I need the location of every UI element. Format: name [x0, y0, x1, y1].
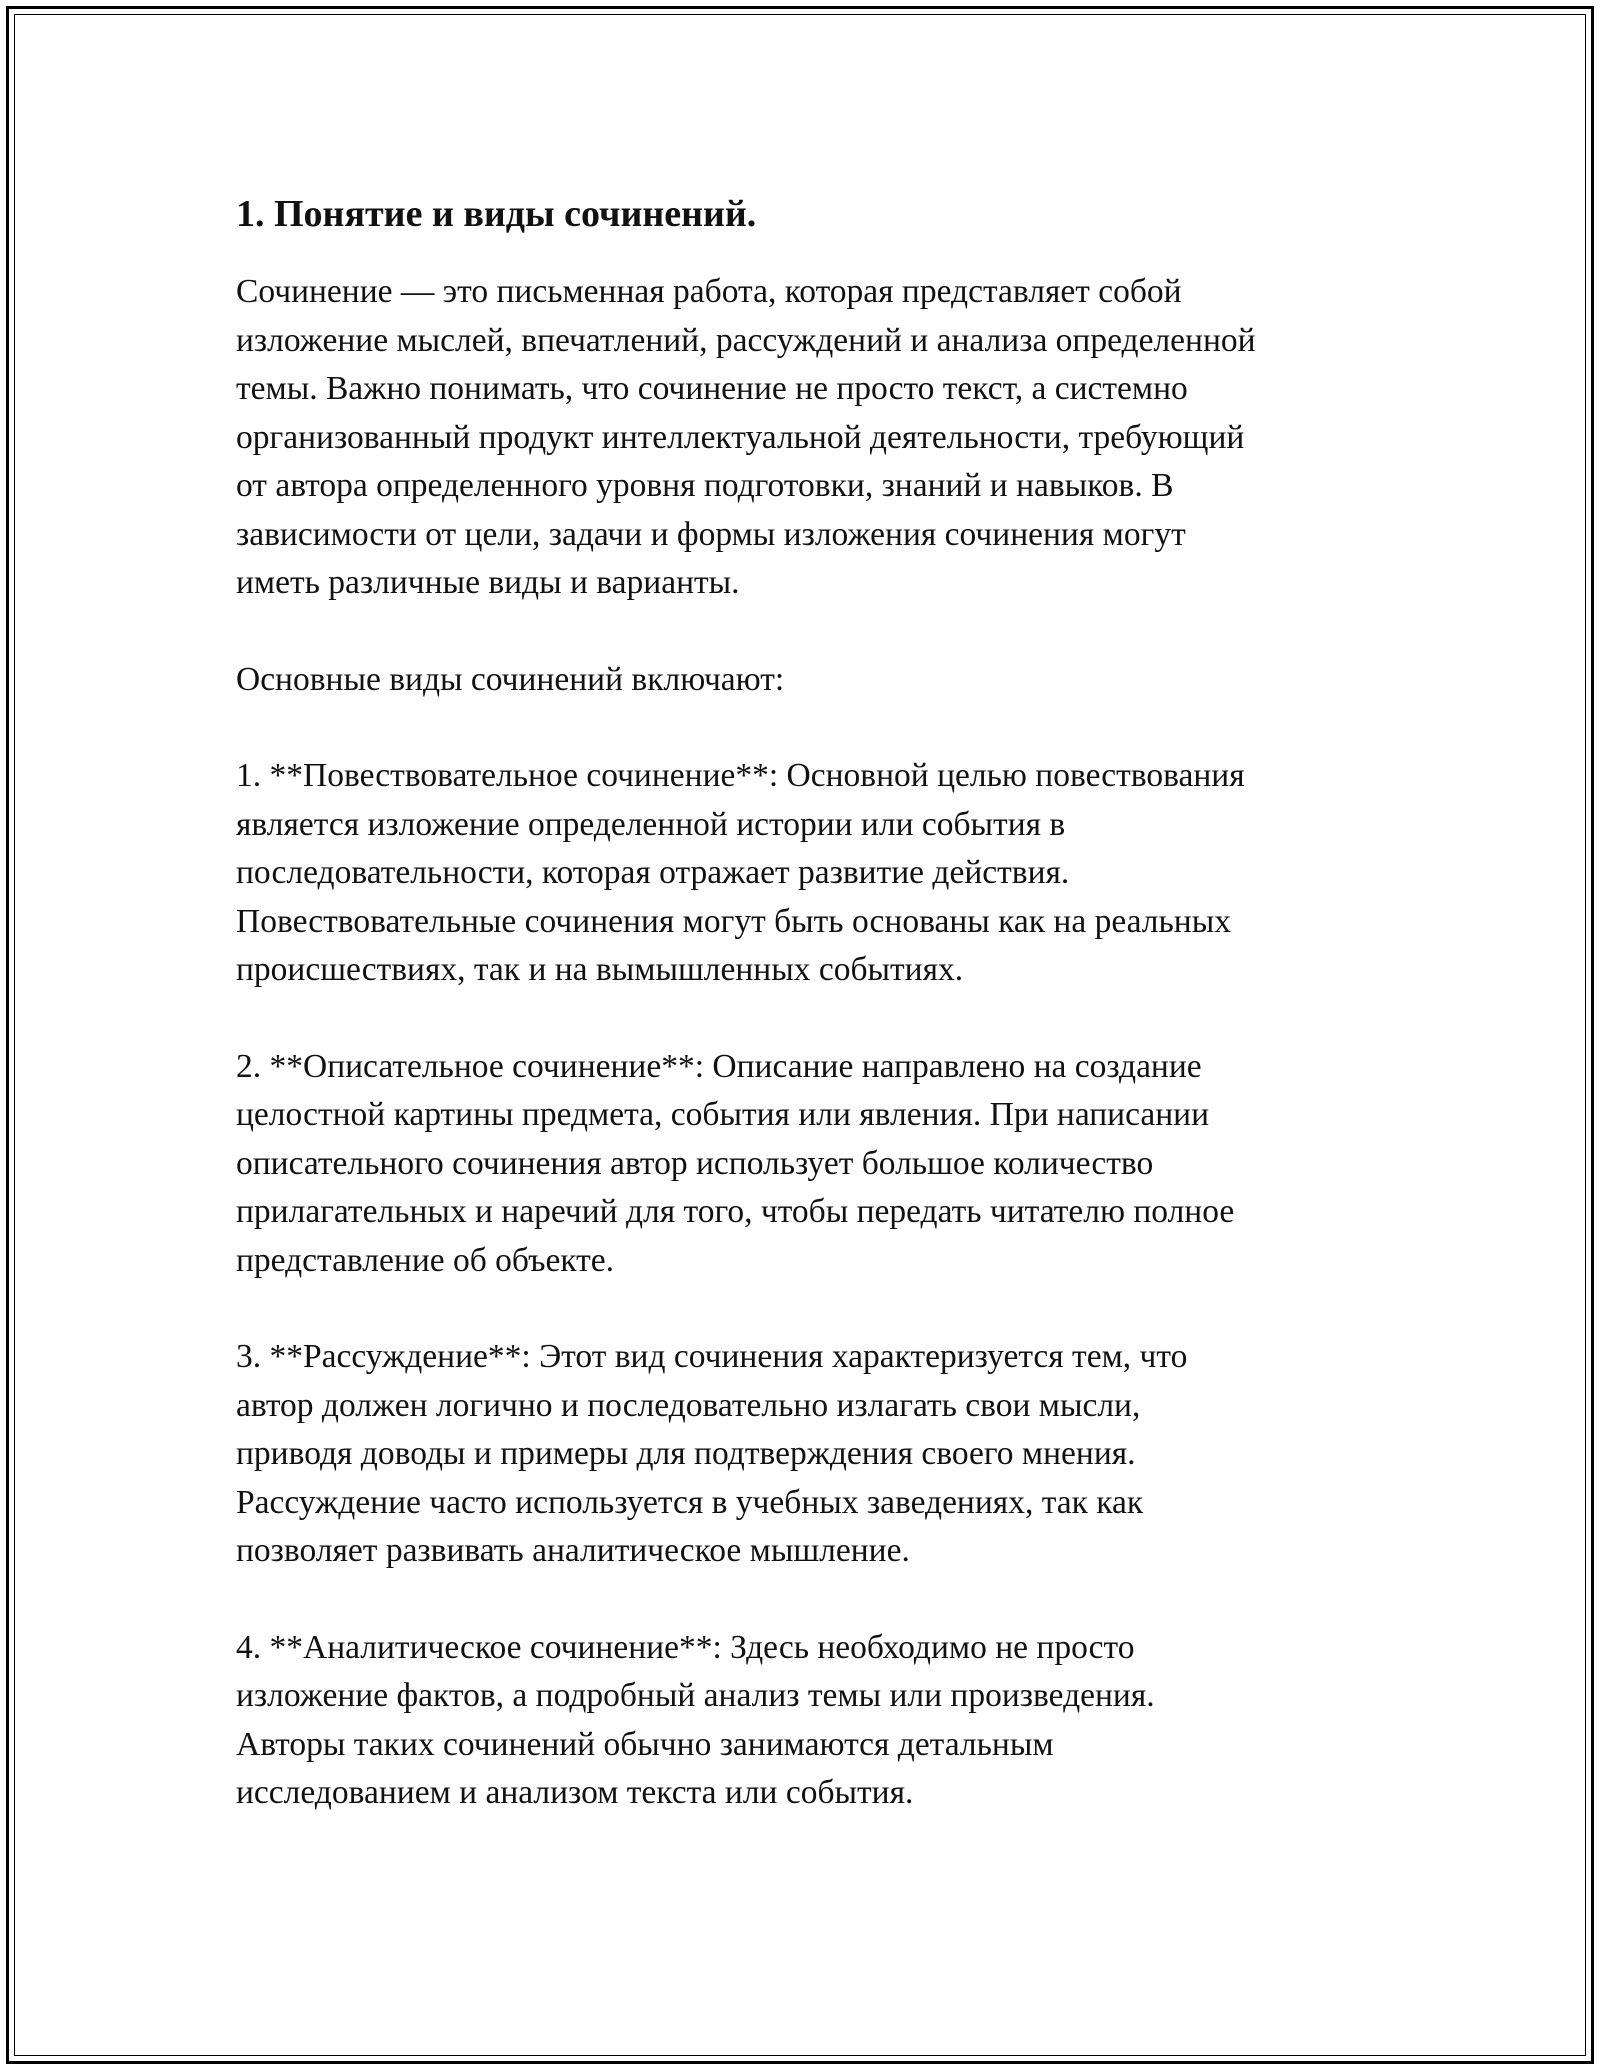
document-body — [236, 186, 1366, 1866]
paragraph-definition: Сочинение — это письменная работа, которая представляет собой изложение мыслей, впечатлений, рассуждений и анализа определенной темы. Важно понимать, что сочинение не просто текст, а системно организованный продукт интеллектуальной деятельности, требующий от автора определенного уровня подготовки, знаний и навыков. В зависимости от цели, задачи и формы изложения сочинения могут иметь различные виды и варианты. — [236, 273, 1256, 601]
list-item-descriptive: 2. **Описательное сочинение**: Описание направлено на создание целостной картины предмета, события или явления. При написании описательного сочинения автор использует большое количество прилагательных и наречий для того, чтобы передать читателю полное представление об объекте. — [236, 1047, 1235, 1279]
list-item-analytical: 4. **Аналитическое сочинение**: Здесь необходимо не просто изложение фактов, а подробный анализ темы или произведения. Авторы таких сочинений обычно занимаются детальным исследованием и анализом текста или события. — [236, 1628, 1155, 1811]
list-item-narrative: 1. **Повествовательное сочинение**: Основной целью повествования является изложение определенной истории или события в последовательности, которая отражает развитие действия. Повествовательные сочинения могут быть основаны как на реальных происшествиях, так и на вымышленных событиях. — [236, 757, 1245, 988]
paragraph-types-intro: Основные виды сочинений включают: — [236, 660, 785, 698]
list-item-reasoning: 3. **Рассуждение**: Этот вид сочинения характеризуется тем, что автор должен логично и последовательно излагать свои мысли, приводя доводы и примеры для подтверждения своего мнения. Рассуждение часто используется в учебных заведениях, так как позволяет развивать аналитическое мышление. — [236, 1338, 1188, 1569]
section-heading: 1. Понятие и виды сочинений. — [236, 193, 757, 235]
